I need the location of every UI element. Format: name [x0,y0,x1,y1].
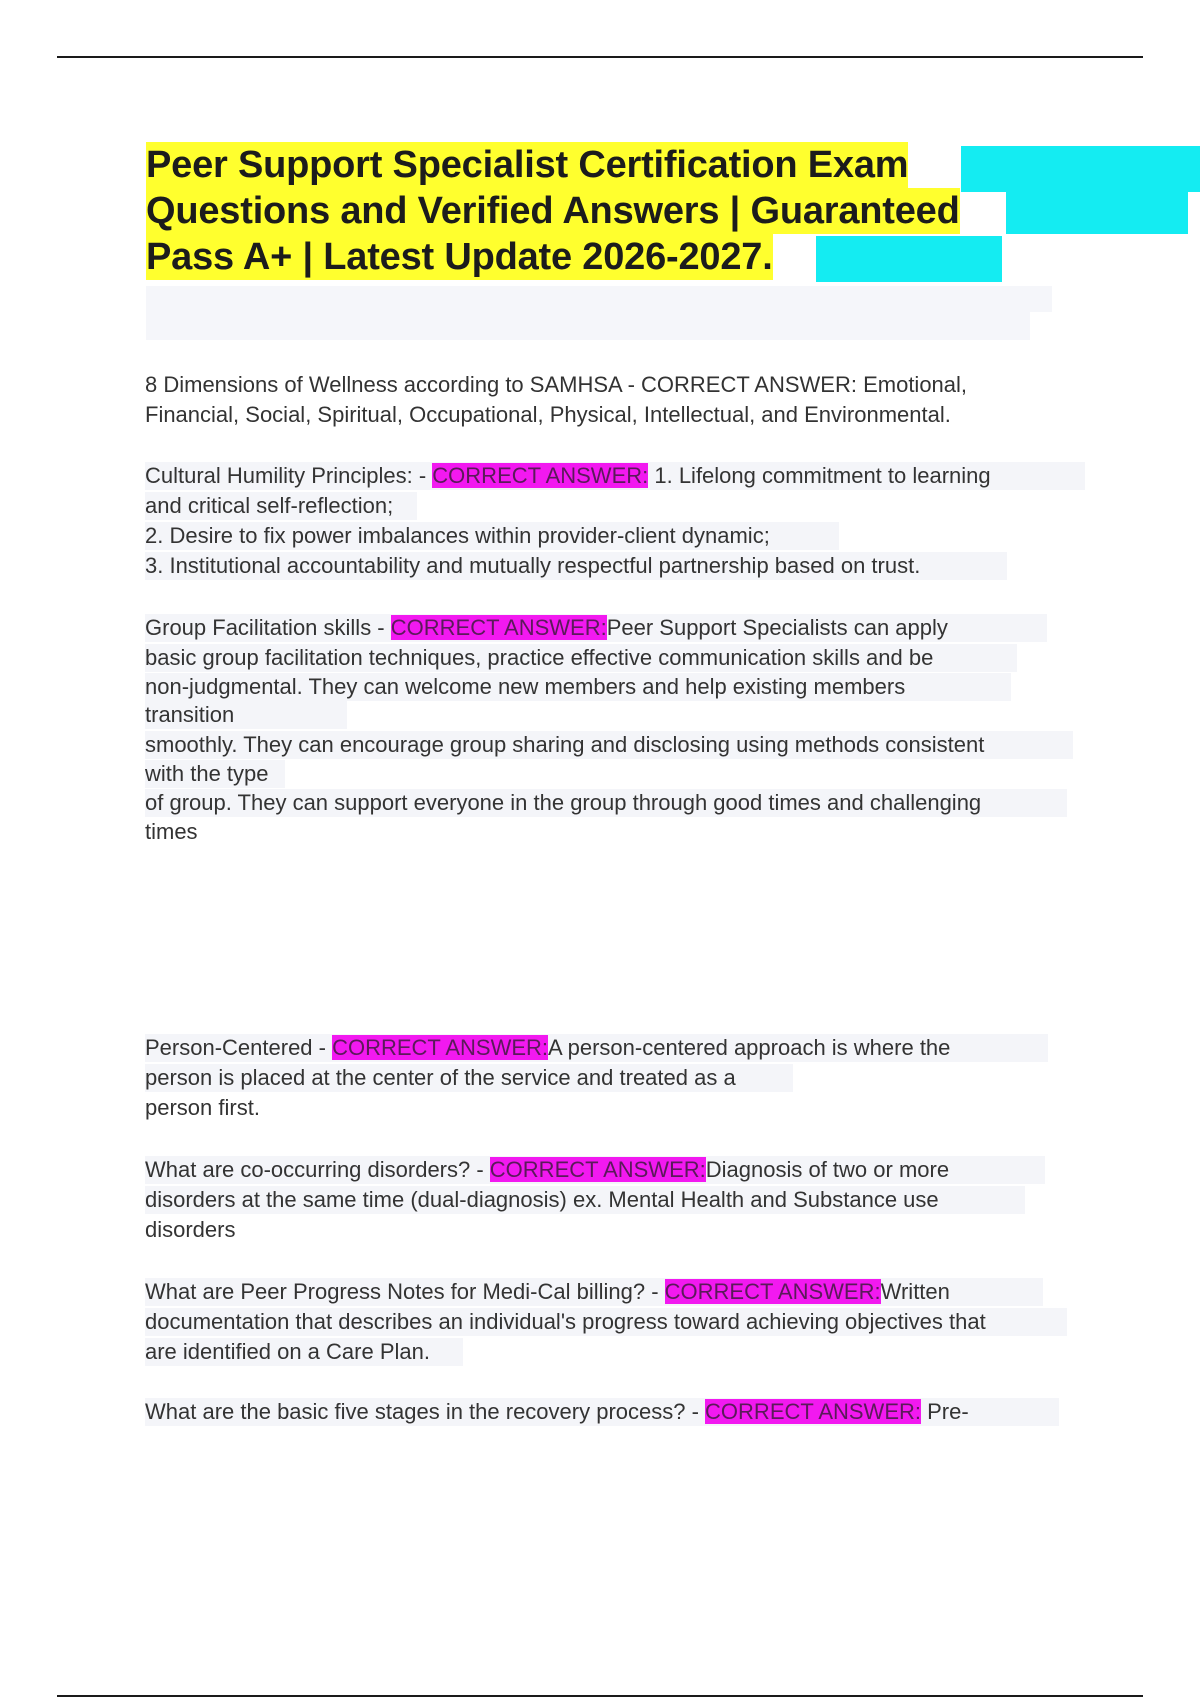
answer-line: person is placed at the center of the service and treated as a [145,1065,736,1090]
question-text: What are Peer Progress Notes for Medi-Cal billing? - [145,1279,665,1304]
qa-item-progress-notes [145,1277,986,1367]
document-title [146,142,1096,280]
question-text: Person-Centered - [145,1035,333,1060]
answer-line: and critical self-reflection; [145,493,394,518]
title-shading [146,312,1030,340]
answer-line: times [145,819,198,844]
bottom-rule [57,1695,1143,1697]
correct-answer-label: CORRECT ANSWER: [489,1157,706,1182]
qa-item-cultural-humility [145,461,991,581]
answer-text: Diagnosis of two or more [705,1157,950,1182]
title-line-1 [146,142,1096,188]
answer-line: basic group facilitation techniques, practice effective communication skills and be [145,645,934,670]
answer-line: documentation that describes an individual's progress toward achieving objectives that [145,1309,986,1334]
title-shading [146,286,1052,312]
answer-line: Financial, Social, Spiritual, Occupational, Physical, Intellectual, and Environmental. [145,402,951,427]
correct-answer-label: CORRECT ANSWER: [332,1035,549,1060]
answer-line: transition [145,702,235,727]
title-line-2 [146,188,1096,234]
correct-answer-label: CORRECT ANSWER: [432,463,649,488]
answer-text: A person-centered approach is where the [548,1035,951,1060]
question-text: 8 Dimensions of Wellness according to SAMHSA - CORRECT ANSWER: Emotional, [145,372,968,397]
answer-line: 2. Desire to fix power imbalances within provider-client dynamic; [145,523,770,548]
title-text-3: Pass A+ | Latest Update 2026-2027. [146,236,773,278]
correct-answer-label: CORRECT ANSWER: [664,1279,881,1304]
answer-line: smoothly. They can encourage group sharing and disclosing using methods consistent [145,732,985,757]
qa-item-wellness [145,370,967,430]
answer-line: with the type [145,761,269,786]
question-text: What are the basic five stages in the recovery process? - [145,1399,706,1424]
answer-text: Pre- [921,1399,969,1424]
qa-item-recovery-stages [145,1397,969,1427]
answer-line: non-judgmental. They can welcome new members and help existing members [145,674,906,699]
answer-text: Peer Support Specialists can apply [606,615,948,640]
qa-item-group-facilitation [145,613,984,846]
title-text-1: Peer Support Specialist Certification Exam [146,144,909,186]
top-rule [57,56,1143,58]
question-text: Cultural Humility Principles: - [145,463,433,488]
answer-line: of group. They can support everyone in the group through good times and challenging [145,790,982,815]
title-cyan-highlight [1006,188,1188,234]
answer-text: Written [880,1279,950,1304]
question-text: Group Facilitation skills - [145,615,391,640]
qa-item-co-occurring [145,1155,949,1245]
title-cyan-highlight [961,146,1200,192]
question-text: What are co-occurring disorders? - [145,1157,490,1182]
title-text-2: Questions and Verified Answers | Guaranteed [146,190,960,232]
answer-line: 3. Institutional accountability and mutually respectful partnership based on trust. [145,553,921,578]
answer-line: disorders at the same time (dual-diagnosis) ex. Mental Health and Substance use [145,1187,939,1212]
answer-line: disorders [145,1217,236,1242]
answer-text: 1. Lifelong commitment to learning [648,463,991,488]
qa-item-person-centered [145,1033,950,1123]
answer-line: are identified on a Care Plan. [145,1339,430,1364]
correct-answer-label: CORRECT ANSWER: [705,1399,921,1424]
correct-answer-label: CORRECT ANSWER: [390,615,607,640]
title-line-3 [146,234,1096,280]
answer-line: person first. [145,1095,260,1120]
title-cyan-highlight [816,236,1002,282]
